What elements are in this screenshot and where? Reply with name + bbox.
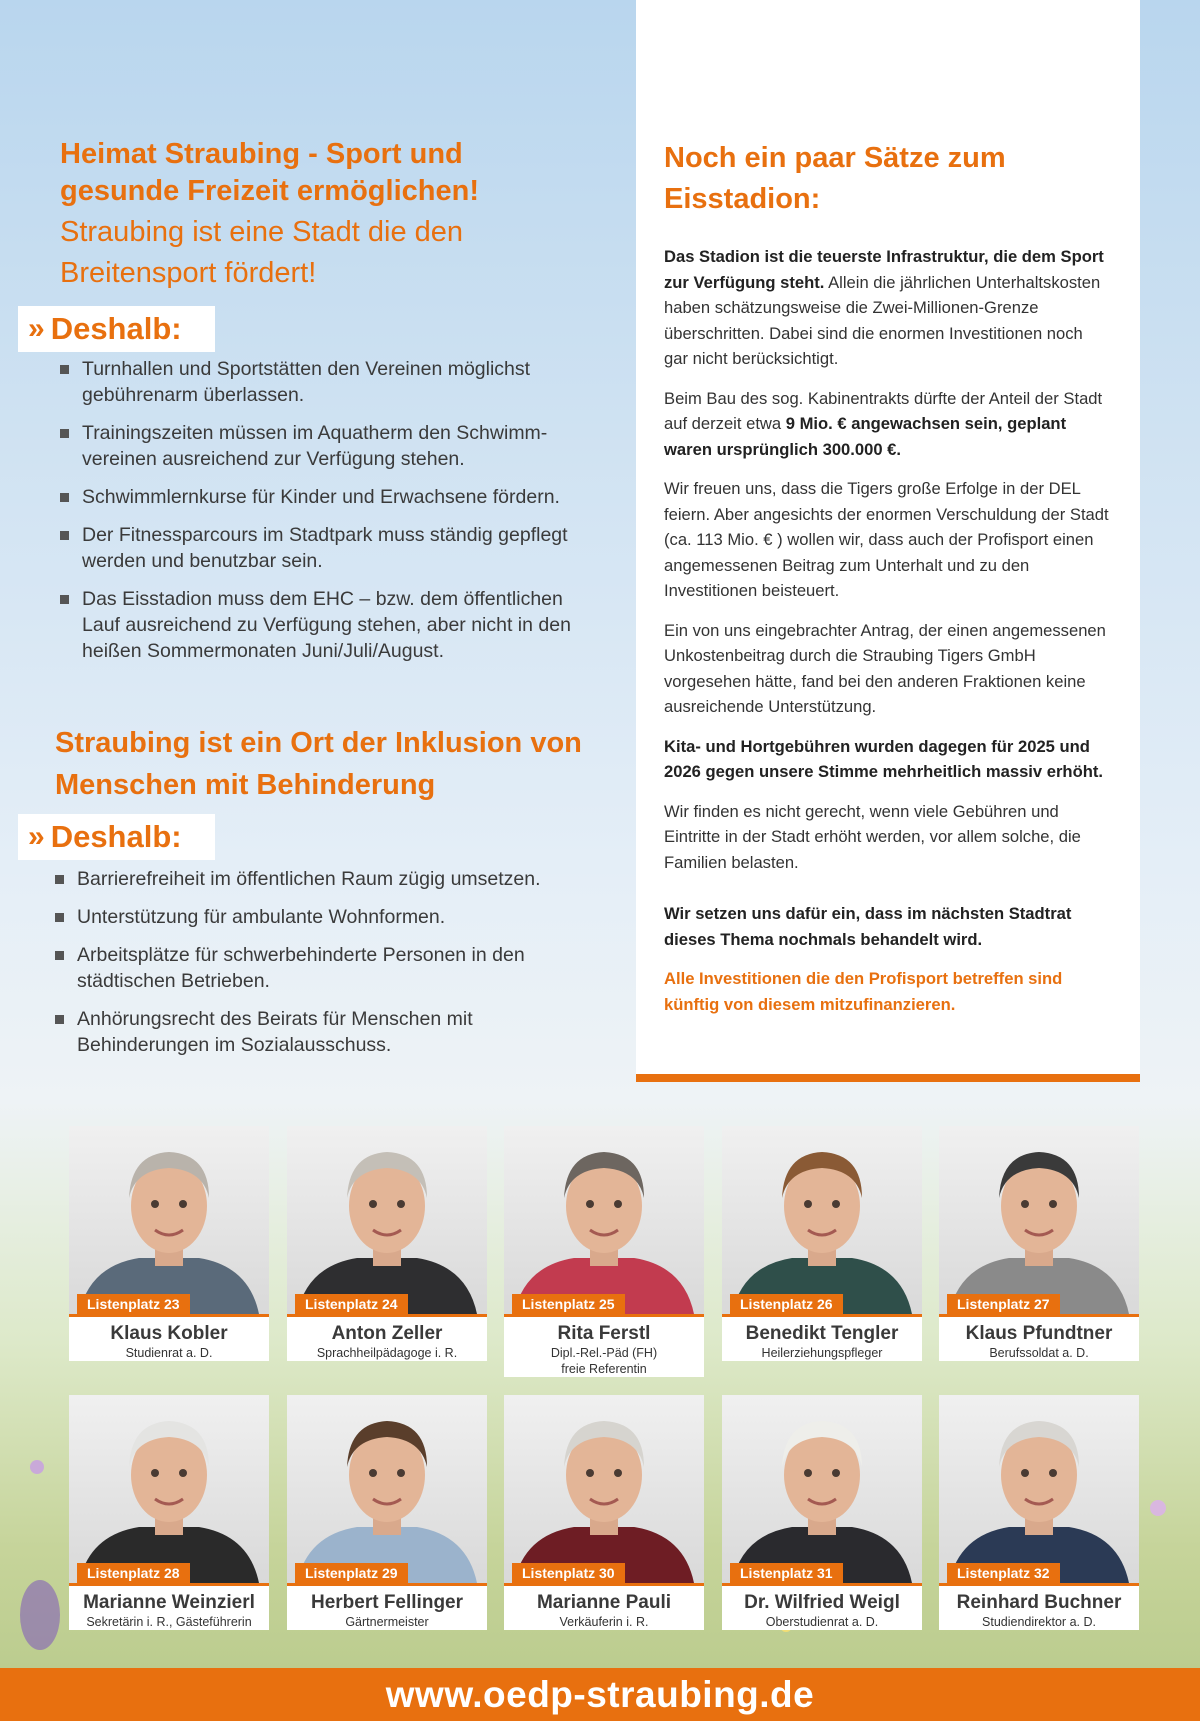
paragraph: Ein von uns eingebrachter Antrag, der einen angemessenen Unkostenbeitrag durch die Straubing Tigers GmbH vorgesehen hätte, fand bei den anderen Fraktionen keine ausreichende Unterstützung. [664,620,1106,716]
list-item: Schwimmlernkurse für Kinder und Erwachsene fördern. [60,484,600,510]
candidate-photo [939,1395,1139,1583]
list-item: Das Eisstadion muss dem EHC – bzw. dem öffentlichen Lauf ausreichend zu Verfügung stehen, aber nicht in den heißen Sommermonaten Juni/Juli/August. [60,586,600,664]
list-item: Turnhallen und Sportstätten den Vereinen möglichst gebührenarm überlassen. [60,356,600,408]
candidate-card [939,1126,1139,1358]
candidate-card [722,1126,922,1358]
candidate-name: Klaus Kobler [110,1323,228,1344]
list-item: Der Fitnessparcours im Stadtpark muss ständig gepflegt werden und benutzbar sein. [60,522,600,574]
candidate-caption [287,1317,487,1361]
candidate-photo [722,1395,922,1583]
candidate-name: Benedikt Tengler [745,1323,899,1344]
paragraph: Wir setzen uns dafür ein, dass im nächsten Stadtrat dieses Thema nochmals behandelt wird. [664,904,1072,949]
candidate-photo [69,1395,269,1583]
candidate-card [69,1395,269,1627]
paragraph: Kita- und Hortgebühren wurden dagegen für 2025 und 2026 gegen unsere Stimme mehrheitlich massiv erhöht. [664,736,1103,781]
listenplatz-badge: Listenplatz 24 [295,1294,408,1314]
section2-list [55,866,605,1070]
section1-title: Heimat Straubing - Sport und gesunde Freizeit ermöglichen! [60,138,479,207]
list-item: Arbeitsplätze für schwerbehinderte Personen in den städtischen Betrieben. [55,942,605,994]
right-title: Noch ein paar Sätze zum Eisstadion: [664,142,1006,215]
candidate-caption [722,1317,922,1361]
candidate-caption [504,1586,704,1630]
candidate-caption [939,1586,1139,1630]
candidate-name: Marianne Weinzierl [83,1592,255,1613]
candidate-caption [287,1586,487,1630]
paragraph: Beim Bau des sog. Kabinentrakts dürfte der Anteil der Stadt auf derzeit etwa 9 Mio. € angewachsen sein, geplant waren ursprünglich 300.000 €. [664,388,1103,459]
candidate-role: Dipl.-Rel.-Päd (FH) [550,1346,658,1360]
candidate-name: Herbert Fellinger [310,1592,464,1613]
deshalb-label: » Deshalb: [18,306,215,352]
right-text [664,244,1109,1031]
candidate-name: Reinhard Buchner [956,1592,1122,1613]
list-item: Barrierefreiheit im öffentlichen Raum zügig umsetzen. [55,866,605,892]
listenplatz-badge: Listenplatz 32 [947,1563,1060,1583]
section2-title: Straubing ist ein Ort der Inklusion von Menschen mit Behinderung [55,727,582,801]
candidate-photo [287,1395,487,1583]
candidate-role: Verkäuferin i. R. [559,1615,649,1629]
listenplatz-badge: Listenplatz 28 [77,1563,190,1583]
deshalb-label-2: » Deshalb: [18,814,215,860]
candidate-photo [504,1126,704,1314]
candidate-role-2: freie Referentin [561,1362,647,1376]
candidate-role: Gärtnermeister [345,1615,429,1629]
paragraph: Das Stadion ist die teuerste Infrastruktur, die dem Sport zur Verfügung steht. Allein die jährlichen Unterhaltskosten haben schätzungsweise die Zwei-Millionen-Grenze überschritten. Dabei sind die enormen Investitionen noch gar nicht berücksichtigt. [664,247,1104,368]
candidate-role: Studiendirektor a. D. [982,1615,1096,1629]
candidate-card [287,1395,487,1627]
candidate-caption [722,1586,922,1630]
candidate-caption [69,1586,269,1630]
listenplatz-badge: Listenplatz 26 [730,1294,843,1314]
list-item: Unterstützung für ambulante Wohnformen. [55,904,605,930]
list-item: Anhörungsrecht des Beirats für Menschen mit Behinderungen im Sozialausschuss. [55,1006,605,1058]
candidate-caption [504,1317,704,1377]
candidate-card [69,1126,269,1358]
candidate-card [722,1395,922,1627]
candidate-role: Sekretärin i. R., Gästeführerin [86,1615,252,1629]
candidate-caption [69,1317,269,1361]
double-chevron-icon: » [28,312,45,345]
candidate-photo [287,1126,487,1314]
candidate-card [287,1126,487,1358]
candidate-name: Klaus Pfundtner [965,1323,1113,1344]
candidate-role: Oberstudienrat a. D. [765,1615,879,1629]
paragraph: Wir finden es nicht gerecht, wenn viele Gebühren und Eintritte in der Stadt erhöht werden, vor allem solche, die Familien belasten. [664,801,1081,872]
listenplatz-badge: Listenplatz 29 [295,1563,408,1583]
candidate-card [504,1395,704,1627]
right-panel [636,0,1140,1082]
candidate-photo [69,1126,269,1314]
double-chevron-icon: » [28,820,45,853]
candidate-caption [939,1317,1139,1361]
candidate-name: Marianne Pauli [536,1592,672,1613]
candidate-card [939,1395,1139,1627]
candidate-photo [722,1126,922,1314]
candidate-role: Studienrat a. D. [125,1346,213,1360]
listenplatz-badge: Listenplatz 27 [947,1294,1060,1314]
candidate-name: Rita Ferstl [557,1323,651,1344]
website-url[interactable]: www.oedp-straubing.de [385,1673,815,1715]
candidate-role: Sprachheilpädagoge i. R. [316,1346,458,1360]
listenplatz-badge: Listenplatz 30 [512,1563,625,1583]
candidate-role: Heilerziehungspfleger [761,1346,883,1360]
paragraph-highlight: Alle Investitionen die den Profisport betreffen sind künftig von diesem mitzufinanzieren. [664,969,1063,1014]
candidate-name: Anton Zeller [331,1323,443,1344]
candidate-role: Berufssoldat a. D. [989,1346,1089,1360]
candidate-photo [504,1395,704,1583]
listenplatz-badge: Listenplatz 23 [77,1294,190,1314]
candidate-photo [939,1126,1139,1314]
section1-list [60,356,600,676]
footer-bar [0,1668,1200,1721]
listenplatz-badge: Listenplatz 25 [512,1294,625,1314]
listenplatz-badge: Listenplatz 31 [730,1563,843,1583]
paragraph: Wir freuen uns, dass die Tigers große Erfolge in der DEL feiern. Aber angesichts der enormen Verschuldung der Stadt (ca. 113 Mio. € ) wollen wir, dass auch der Profisport einen angemessenen Beitrag zum Unterhalt und zu den Investitionen beisteuert. [664,479,1109,600]
section1-subtitle: Straubing ist eine Stadt die den Breitensport fördert! [60,216,464,289]
candidate-name: Dr. Wilfried Weigl [744,1592,900,1613]
list-item: Trainingszeiten müssen im Aquatherm den Schwimm-vereinen ausreichend zur Verfügung stehen. [60,420,600,472]
left-column [0,0,630,1080]
candidate-card [504,1126,704,1376]
